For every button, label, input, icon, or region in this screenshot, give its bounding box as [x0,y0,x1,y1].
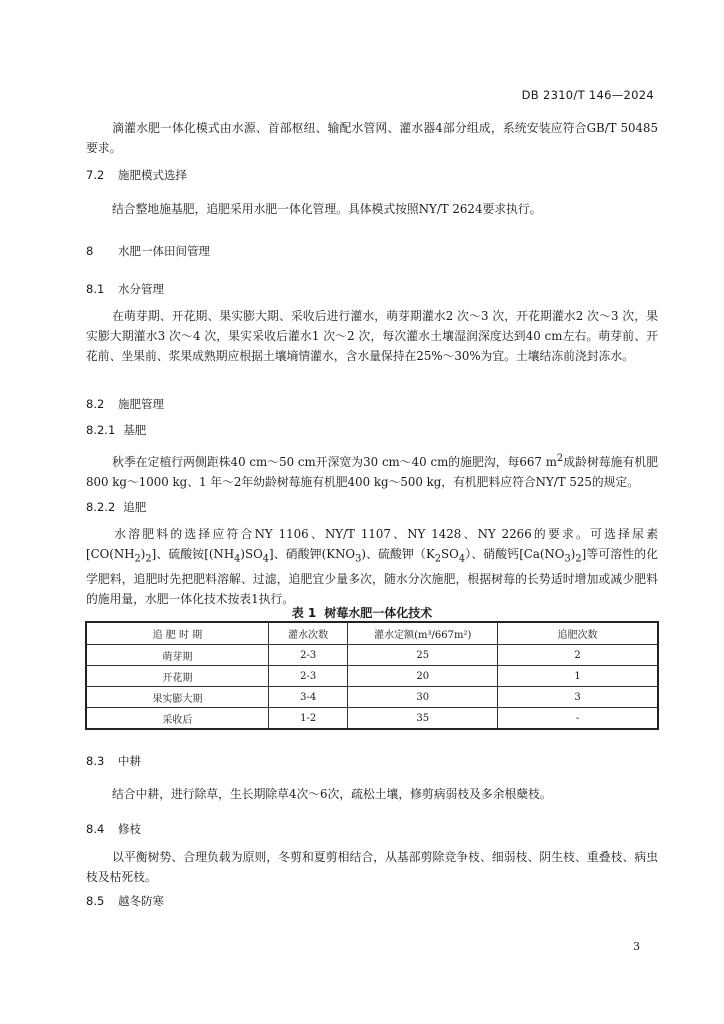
table-cell: 20 [348,666,498,687]
section-title: 施肥管理 [118,397,164,411]
section-8-5-heading [86,893,164,909]
fertigation-table [85,621,659,730]
table-cell: 35 [348,708,498,730]
table-row [86,708,658,730]
section-number: 7.2 [86,168,105,182]
section-7-2-heading [86,167,187,183]
section-title: 基肥 [123,423,147,437]
section-8-1-paragraph [86,306,658,366]
table-row [86,687,658,708]
superscript: 2 [556,453,564,464]
section-title: 追肥 [123,500,147,514]
subscript: 2 [575,553,582,565]
table-cell: 25 [348,645,498,666]
page-number: 3 [633,940,640,953]
column-header: 追肥次数 [498,622,658,645]
text-part: ]、硝酸钾(KNO [269,547,356,561]
section-8-3-heading [86,753,141,769]
table-cell: 2-3 [268,666,348,687]
intro-text: 滴灌水肥一体化模式由水源、首部枢纽、输配水管网、灌水器4部分组成，系统安装应符合GB/T 50485要求。 [86,121,658,155]
subscript: 2 [434,553,442,565]
section-8-2-2-paragraph [86,524,658,609]
paragraph-text: 在萌芽期、开花期、果实膨大期、采收后进行灌水，萌芽期灌水2 次～3 次，开花期灌水2 次～3 次，果实膨大期灌水3 次～4 次，果实采收后灌水1 次～2 次，每次灌水土壤湿润深度达到40 cm左右。萌芽前、开花前、坐果前、浆果成熟期应根据土壤墒情灌水，含水量保持在25%～30%为宜。土壤结冻前浇封冻水。 [86,309,658,363]
table-cell: 30 [348,687,498,708]
section-8-4-heading [86,821,141,837]
section-title: 水肥一体田间管理 [118,244,210,258]
section-8-4-paragraph [86,847,658,887]
subscript: 2 [134,553,141,565]
subscript: 2 [145,553,152,565]
section-8-heading [86,243,210,259]
text-part: ]、硫酸铵[(NH [151,547,235,561]
section-8-1-heading [86,281,164,297]
table-cell: 2 [498,645,658,666]
section-8-3-paragraph [86,784,658,804]
text-part: SO [441,547,459,561]
text-part: ) [140,547,146,561]
paragraph-text: 结合中耕，进行除草，生长期除草4次～6次，疏松土壤，修剪病弱枝及多余根蘖枝。 [112,787,552,801]
table-row [86,666,658,687]
table-cell: 3 [498,687,658,708]
paragraph-text: 以平衡树势、合理负载为原则，冬剪和夏剪相结合，从基部剪除竞争枝、细弱枝、阴生枝、重叠枝、病虫枝及枯死枝。 [86,850,658,884]
section-number: 8.1 [86,282,105,296]
section-number: 8.2.1 [86,423,116,437]
table-caption-title: 树莓水肥一体化技术 [324,606,433,620]
section-number: 8.5 [86,894,105,908]
section-title: 越冬防寒 [118,894,164,908]
section-number: 8.2.2 [86,500,116,514]
section-8-2-1-paragraph [86,449,658,492]
section-8-2-heading [86,396,164,412]
text-part: )SO [240,547,263,561]
table-caption [0,604,724,621]
table-cell: - [498,708,658,730]
text-part: 秋季在定植行两侧距株40 cm～50 cm开深宽为30 cm～40 cm的施肥沟，每667 m [112,454,557,469]
subscript: 3 [355,553,362,565]
section-title: 施肥模式选择 [118,168,187,182]
paragraph-text: 结合整地施基肥，追肥采用水肥一体化管理。具体模式按照NY/T 2624要求执行。 [112,202,542,216]
section-number: 8.2 [86,397,105,411]
table-cell: 1-2 [268,708,348,730]
table-caption-number: 表 1 [291,606,317,620]
table-cell: 2-3 [268,645,348,666]
section-title: 中耕 [118,754,141,768]
section-title: 修枝 [118,822,141,836]
table-header-row [86,622,658,645]
subscript: 4 [234,553,241,565]
section-8-2-1-heading [86,422,146,438]
section-number: 8.4 [86,822,105,836]
subscript: 4 [262,553,270,565]
table-cell: 3-4 [268,687,348,708]
document-code-header: DB 2310/T 146—2024 [521,88,654,102]
section-number: 8 [86,244,94,258]
text-part: 成龄树莓施有机肥800 kg～1000 kg、1 年～2年幼龄树莓施有机肥400 kg～500 kg，有机肥料应符合NY/T 525的规定。 [86,454,658,489]
text-part: 水溶肥料的选择应符合NY 1106、NY/T 1107、NY 1428、NY 2266的要求。可选择尿素[CO(NH [86,527,658,561]
section-title: 水分管理 [118,282,164,296]
column-header: 追 肥 时 期 [86,622,268,645]
table-row [86,645,658,666]
table-cell: 萌芽期 [86,645,268,666]
table-cell: 1 [498,666,658,687]
column-header: 灌水定额(m³/667m²) [348,622,498,645]
text-part: ) [570,547,576,561]
table-cell: 采收后 [86,708,268,730]
section-number: 8.3 [86,754,105,768]
column-header: 灌水次数 [268,622,348,645]
subscript: 3 [564,553,571,565]
subscript: 4 [458,553,466,565]
text-part: ）、硝酸钙[Ca(NO [465,547,565,561]
intro-paragraph [86,118,658,158]
text-part: )、硫酸钾（K [361,547,435,561]
section-7-2-paragraph [86,199,658,219]
text-part: ]等可溶性的化学肥料，追肥时先把肥料溶解、过滤，追肥宜少量多次，随水分次施肥，根据树莓的长势适时增加或减少肥料的施用量，水肥一体化技术按表1执行。 [86,547,659,607]
table-cell: 开花期 [86,666,268,687]
table-cell: 果实膨大期 [86,687,268,708]
section-8-2-2-heading [86,499,146,515]
